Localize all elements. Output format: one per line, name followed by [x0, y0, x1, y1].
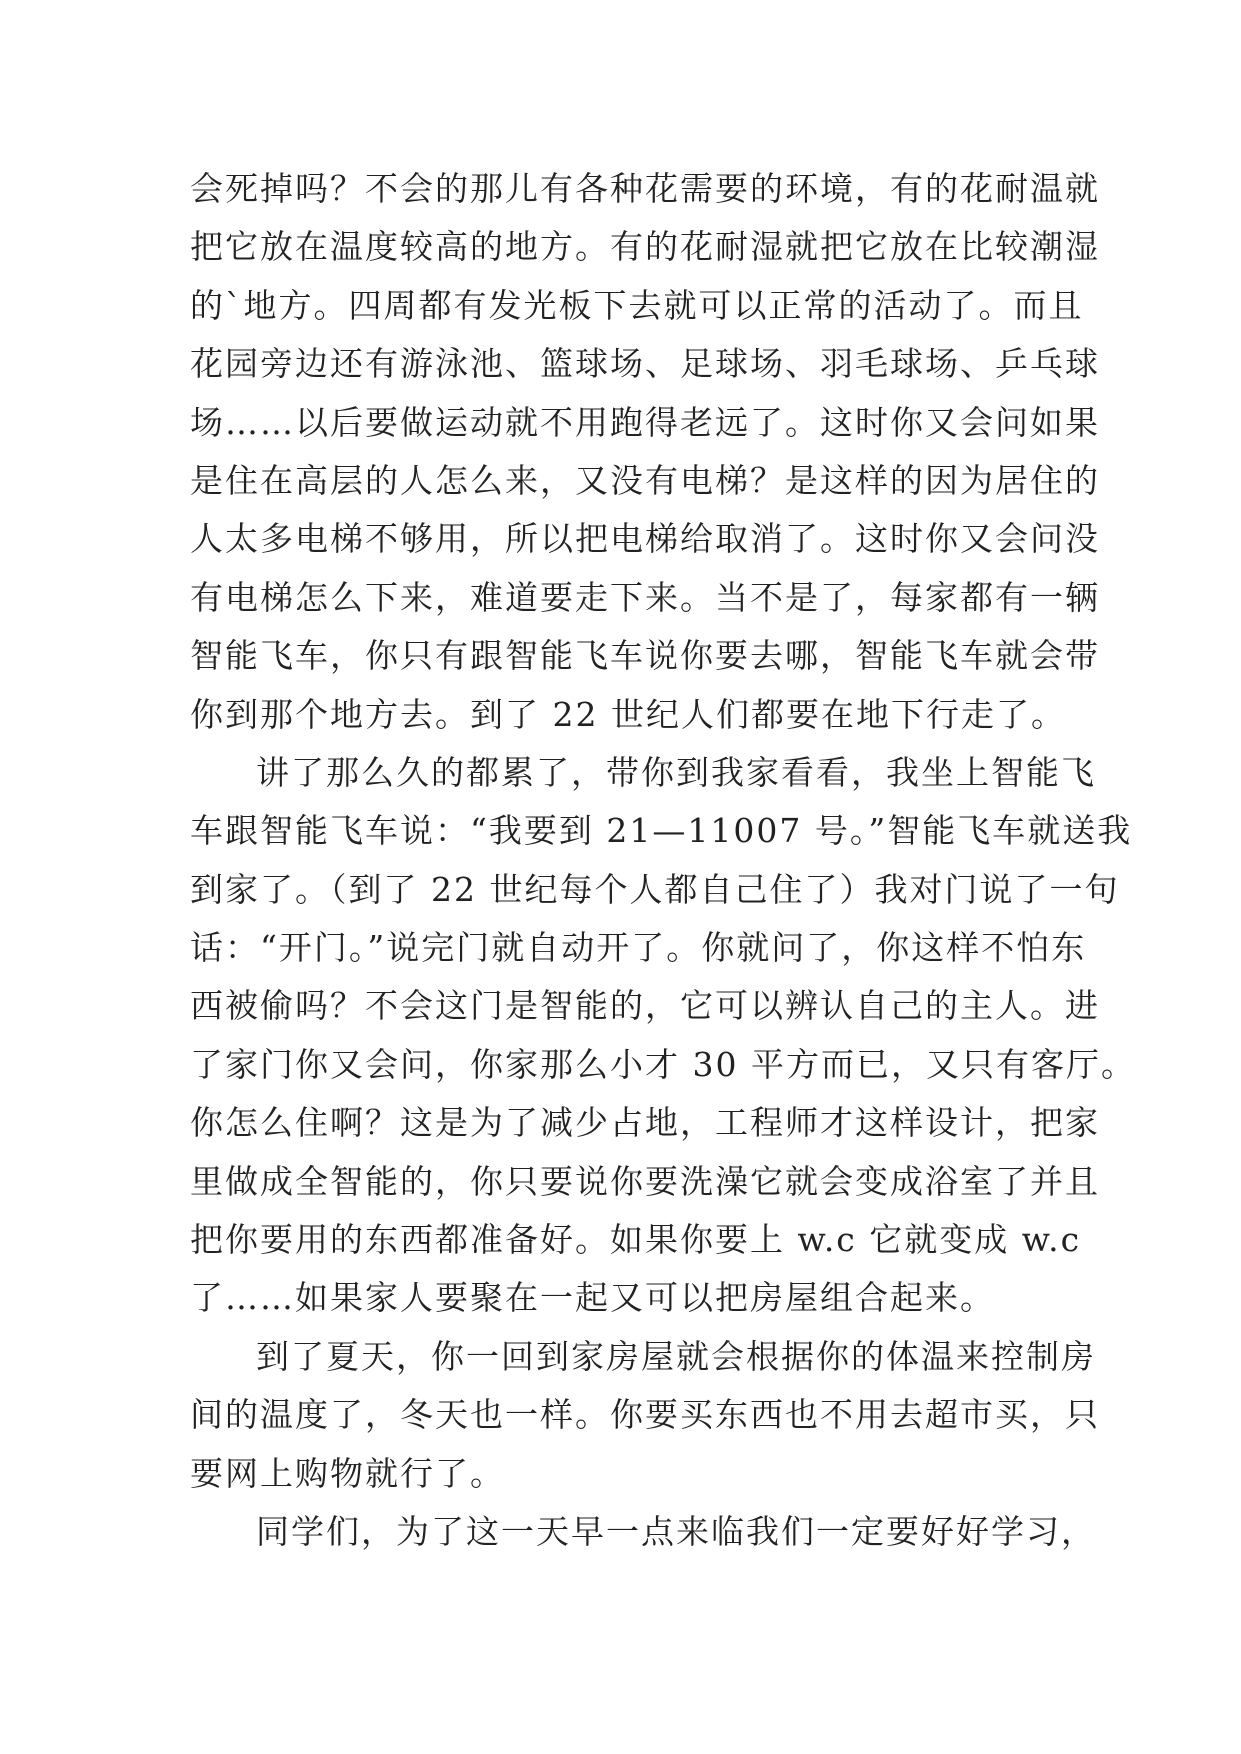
text-line: 要网上购物就行了。 [190, 1453, 505, 1493]
text-line: 场……以后要做运动就不用跑得老远了。这时你又会问如果 [190, 402, 1100, 442]
text-line: 会死掉吗？不会的那儿有各种花需要的环境，有的花耐温就 [190, 169, 1100, 208]
text-line: 同学们，为了这一天早一点来临我们一定要好好学习， [256, 1511, 1096, 1551]
text-line: 西被偷吗？不会这门是智能的，它可以辨认自己的主人。进 [190, 986, 1100, 1026]
text-line: 讲了那么久的都累了，带你到我家看看，我坐上智能飞 [256, 752, 1096, 792]
text-line: 把你要用的东西都准备好。如果你要上 w.c 它就变成 w.c [190, 1220, 1082, 1260]
text-line: 花园旁边还有游泳池、篮球场、足球场、羽毛球场、乒乓球 [190, 344, 1100, 384]
document-body [190, 160, 1136, 1561]
text-line: 间的温度了，冬天也一样。你要买东西也不用去超市买，只 [190, 1395, 1100, 1435]
text-line: 是住在高层的人怎么来，又没有电梯？是这样的因为居住的 [190, 460, 1100, 500]
text-line: 把它放在温度较高的地方。有的花耐湿就把它放在比较潮湿 [190, 227, 1100, 267]
text-line: 到家了。（到了 22 世纪每个人都自己住了）我对门说了一句 [190, 869, 1120, 909]
text-line: 人太多电梯不够用，所以把电梯给取消了。这时你又会问没 [190, 519, 1100, 559]
text-line: 你怎么住啊？这是为了减少占地，工程师才这样设计，把家 [190, 1103, 1100, 1143]
text-line: 智能飞车，你只有跟智能飞车说你要去哪，智能飞车就会带 [190, 636, 1100, 676]
text-line: 了家门你又会问，你家那么小才 30 平方而已，又只有客厅。 [190, 1044, 1136, 1084]
text-line: 话：“开门。”说完门就自动开了。你就问了，你这样不怕东 [190, 928, 1087, 968]
text-line: 车跟智能飞车说：“我要到 21—11007 号。”智能飞车就送我 [190, 811, 1133, 851]
text-line: 的`地方。四周都有发光板下去就可以正常的活动了。而且 [190, 285, 1084, 325]
text-line: 你到那个地方去。到了 22 世纪人们都要在地下行走了。 [190, 694, 1066, 734]
text-line: 里做成全智能的，你只要说你要洗澡它就会变成浴室了并且 [190, 1161, 1100, 1201]
text-line: 到了夏天，你一回到家房屋就会根据你的体温来控制房 [256, 1336, 1096, 1376]
text-line: 有电梯怎么下来，难道要走下来。当不是了，每家都有一辆 [190, 577, 1100, 617]
text-line: 了……如果家人要聚在一起又可以把房屋组合起来。 [190, 1278, 995, 1318]
